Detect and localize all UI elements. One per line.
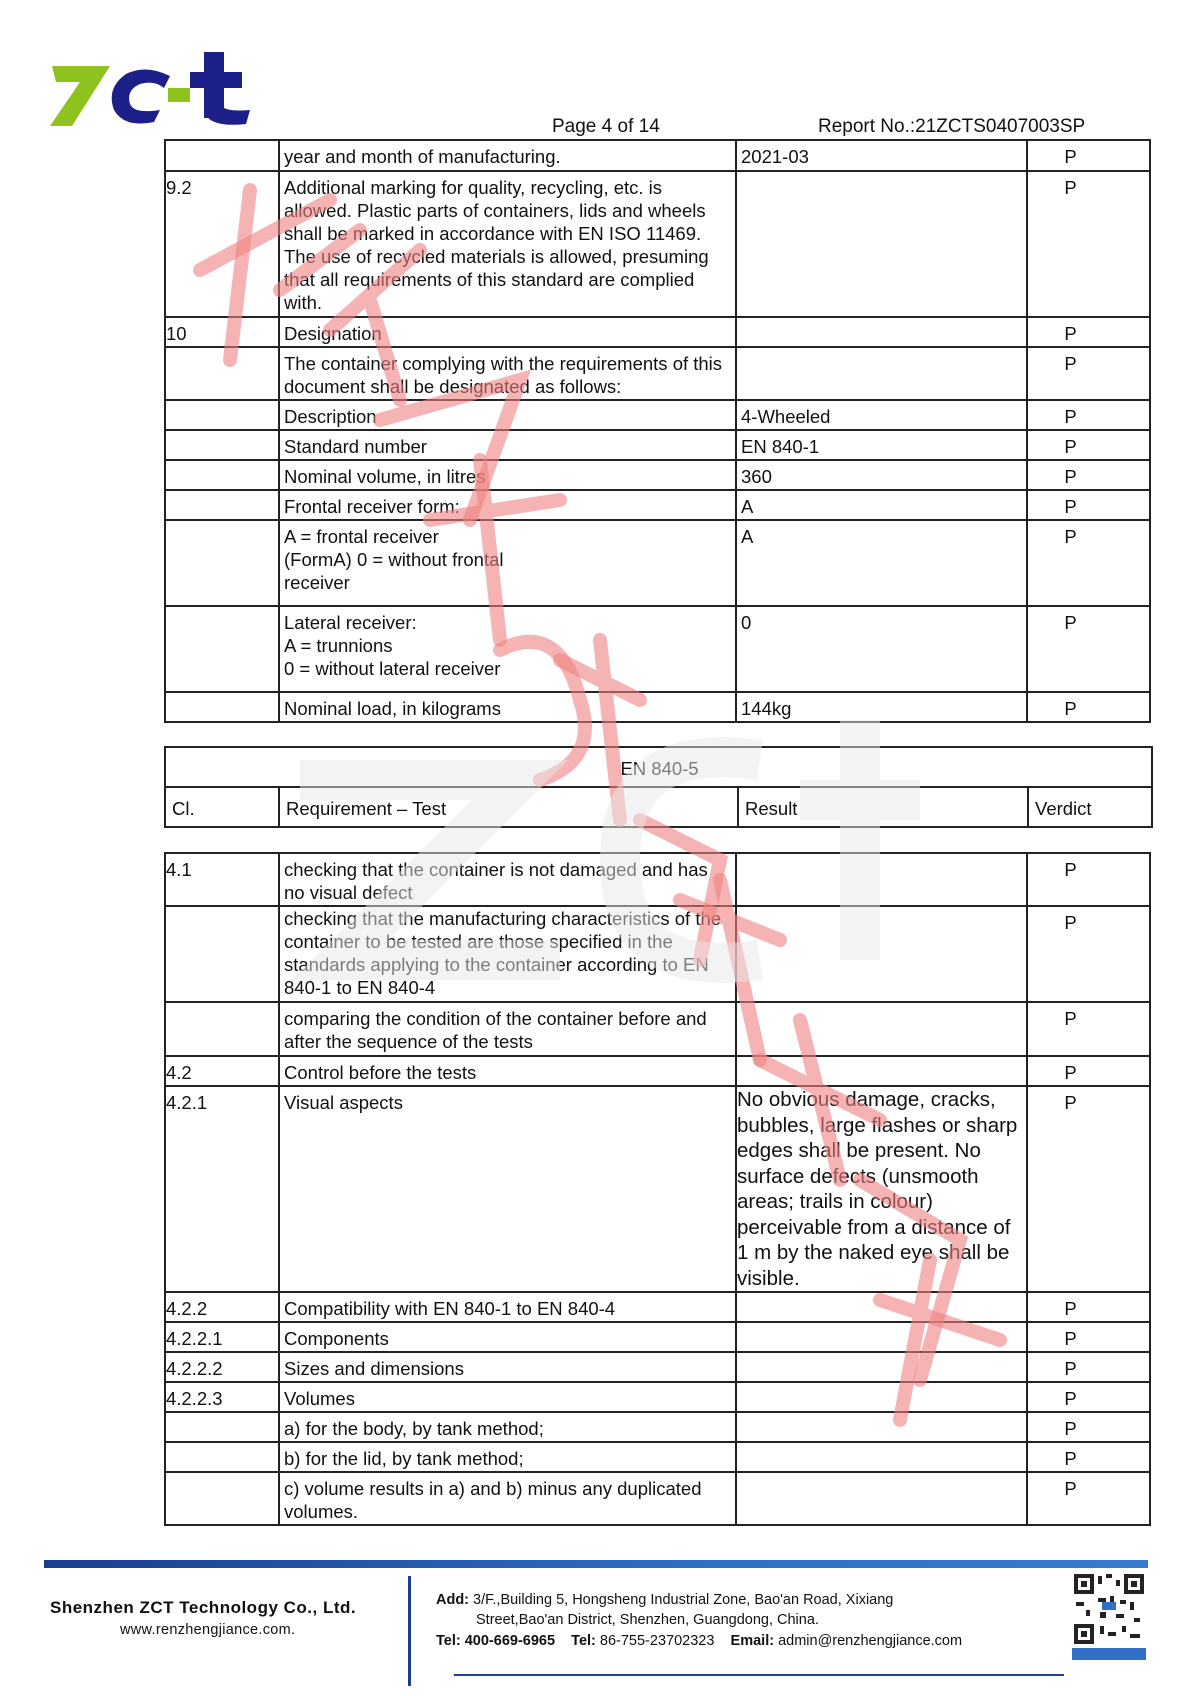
result-cell: A [736, 520, 1027, 606]
result-cell: A [736, 490, 1027, 520]
table-header-row [165, 787, 1152, 827]
result-cell [736, 906, 1027, 1002]
table-row [165, 1412, 1150, 1442]
result-cell [736, 1472, 1027, 1525]
table-row [165, 1472, 1150, 1525]
address-line-2: Street,Bao'an District, Shenzhen, Guangdong, China. [476, 1612, 819, 1628]
result-cell: 144kg [736, 692, 1027, 722]
clause-cell [165, 1472, 279, 1525]
requirement-cell: Designation [279, 317, 736, 347]
table-row [165, 1352, 1150, 1382]
table-row [165, 1322, 1150, 1352]
result-cell: 2021-03 [736, 140, 1027, 171]
requirement-cell: c) volume results in a) and b) minus any duplicated volumes. [279, 1472, 736, 1525]
verdict-cell: P [1027, 1086, 1150, 1292]
requirement-cell: checking that the container is not damaged and has no visual defect [279, 853, 736, 906]
requirement-cell: Description [279, 400, 736, 430]
clause-cell: 4.2.2.1 [165, 1322, 279, 1352]
result-cell: 4-Wheeled [736, 400, 1027, 430]
footer-bar [44, 1560, 1148, 1568]
verdict-cell: P [1027, 430, 1150, 460]
requirement-cell: Components [279, 1322, 736, 1352]
requirement-cell: A = frontal receiver (FormA) 0 = without frontal receiver [279, 520, 736, 606]
verdict-cell: P [1027, 1002, 1150, 1056]
table-row [165, 1292, 1150, 1322]
requirement-cell: Sizes and dimensions [279, 1352, 736, 1382]
table-row [165, 853, 1150, 906]
verdict-cell: P [1027, 1322, 1150, 1352]
requirement-cell: year and month of manufacturing. [279, 140, 736, 171]
requirement-cell: Frontal receiver form: [279, 490, 736, 520]
clause-cell: 4.2 [165, 1056, 279, 1086]
requirement-cell: comparing the condition of the container before and after the sequence of the tests [279, 1002, 736, 1056]
designation-table [164, 139, 1151, 723]
clause-cell [165, 140, 279, 171]
clause-cell [165, 1412, 279, 1442]
footer-divider [408, 1576, 411, 1686]
clause-cell: 4.2.2 [165, 1292, 279, 1322]
table-row [165, 490, 1150, 520]
table-row [165, 1086, 1150, 1292]
table-row [165, 906, 1150, 1002]
table-row [165, 1382, 1150, 1412]
verdict-cell: P [1027, 400, 1150, 430]
verdict-cell: P [1027, 606, 1150, 692]
clause-cell [165, 347, 279, 400]
verdict-cell: P [1027, 317, 1150, 347]
contact-line: Tel: 400-669-6965 Tel: 86-755-23702323 Email: admin@renzhengjiance.com [436, 1633, 963, 1649]
clause-cell [165, 520, 279, 606]
requirement-cell: Volumes [279, 1382, 736, 1412]
clause-cell [165, 460, 279, 490]
table-row [165, 430, 1150, 460]
verdict-cell: P [1027, 460, 1150, 490]
clause-cell [165, 1442, 279, 1472]
header-verdict: Verdict [1028, 787, 1152, 827]
table-row [165, 1002, 1150, 1056]
clause-cell [165, 490, 279, 520]
result-cell [736, 1442, 1027, 1472]
requirement-cell: Additional marking for quality, recycling, etc. is allowed. Plastic parts of containers, lids and wheels shall be marked in accordance with EN ISO 11469. The use of recycled materials is allowed, presuming that all requirements of this standard are complied with. [279, 171, 736, 317]
requirement-cell: Visual aspects [279, 1086, 736, 1292]
requirement-cell: b) for the lid, by tank method; [279, 1442, 736, 1472]
requirement-cell: checking that the manufacturing characteristics of the container to be tested are those specified in the standards applying to the container according to EN 840-1 to EN 840-4 [279, 906, 736, 1002]
zct-logo [50, 48, 265, 134]
verdict-cell: P [1027, 1056, 1150, 1086]
page-number: Page 4 of 14 [552, 116, 660, 137]
table-row [165, 692, 1150, 722]
table-row [165, 606, 1150, 692]
result-cell [736, 1292, 1027, 1322]
clause-cell [165, 400, 279, 430]
table-row [165, 1056, 1150, 1086]
company-name: Shenzhen ZCT Technology Co., Ltd. [50, 1598, 357, 1617]
table-row [165, 520, 1150, 606]
verdict-cell: P [1027, 490, 1150, 520]
table-row [165, 317, 1150, 347]
table-row [165, 1442, 1150, 1472]
footer-underline [454, 1674, 1064, 1676]
table-title-row [165, 747, 1152, 787]
verdict-cell: P [1027, 520, 1150, 606]
header-requirement: Requirement – Test [279, 787, 738, 827]
verdict-cell: P [1027, 347, 1150, 400]
clause-cell: 4.2.1 [165, 1086, 279, 1292]
requirement-cell: Lateral receiver: A = trunnions 0 = without lateral receiver [279, 606, 736, 692]
clause-cell: 4.2.2.2 [165, 1352, 279, 1382]
requirement-cell: Standard number [279, 430, 736, 460]
result-cell [736, 1382, 1027, 1412]
clause-cell: 4.2.2.3 [165, 1382, 279, 1412]
verdict-cell: P [1027, 1352, 1150, 1382]
requirement-cell: The container complying with the requirements of this document shall be designated as follows: [279, 347, 736, 400]
result-cell [736, 853, 1027, 906]
result-cell [736, 1322, 1027, 1352]
en840-5-header-table [164, 746, 1153, 828]
clause-cell [165, 430, 279, 460]
verdict-cell: P [1027, 171, 1150, 317]
clause-cell: 4.1 [165, 853, 279, 906]
verdict-cell: P [1027, 1412, 1150, 1442]
address-line-1: Add: 3/F.,Building 5, Hongsheng Industrial Zone, Bao'an Road, Xixiang [436, 1592, 894, 1608]
requirement-cell: Nominal load, in kilograms [279, 692, 736, 722]
table-row [165, 460, 1150, 490]
verdict-cell: P [1027, 1292, 1150, 1322]
company-website: www.renzhengjiance.com. [120, 1622, 296, 1638]
report-number: Report No.:21ZCTS0407003SP [818, 116, 1086, 137]
verdict-cell: P [1027, 853, 1150, 906]
result-cell: 360 [736, 460, 1027, 490]
verdict-cell: P [1027, 1442, 1150, 1472]
verdict-cell: P [1027, 1382, 1150, 1412]
clause-cell [165, 692, 279, 722]
table-row [165, 171, 1150, 317]
header-result: Result [738, 787, 1028, 827]
clause-cell [165, 906, 279, 1002]
verdict-cell: P [1027, 906, 1150, 1002]
verdict-cell: P [1027, 692, 1150, 722]
result-cell: EN 840-1 [736, 430, 1027, 460]
verdict-cell: P [1027, 1472, 1150, 1525]
verdict-cell: P [1027, 140, 1150, 171]
result-cell [736, 317, 1027, 347]
result-cell: No obvious damage, cracks, bubbles, large flashes or sharp edges shall be present. No surface defects (unsmooth areas; trails in colour) perceivable from a distance of 1 m by the naked eye shall be visible. [736, 1086, 1027, 1292]
clause-cell: 9.2 [165, 171, 279, 317]
result-cell [736, 1056, 1027, 1086]
requirement-cell: Compatibility with EN 840-1 to EN 840-4 [279, 1292, 736, 1322]
result-cell [736, 347, 1027, 400]
table-row [165, 347, 1150, 400]
result-cell [736, 1002, 1027, 1056]
table-title: EN 840-5 [165, 747, 1152, 787]
result-cell [736, 1412, 1027, 1442]
table-row [165, 400, 1150, 430]
table-row [165, 140, 1150, 171]
result-cell [736, 171, 1027, 317]
header-cl: Cl. [165, 787, 279, 827]
requirement-cell: Nominal volume, in litres [279, 460, 736, 490]
result-cell [736, 1352, 1027, 1382]
en840-5-table [164, 852, 1151, 1526]
clause-cell [165, 606, 279, 692]
clause-cell [165, 1002, 279, 1056]
requirement-cell: Control before the tests [279, 1056, 736, 1086]
requirement-cell: a) for the body, by tank method; [279, 1412, 736, 1442]
qr-code-icon [1072, 1572, 1146, 1662]
result-cell: 0 [736, 606, 1027, 692]
clause-cell: 10 [165, 317, 279, 347]
